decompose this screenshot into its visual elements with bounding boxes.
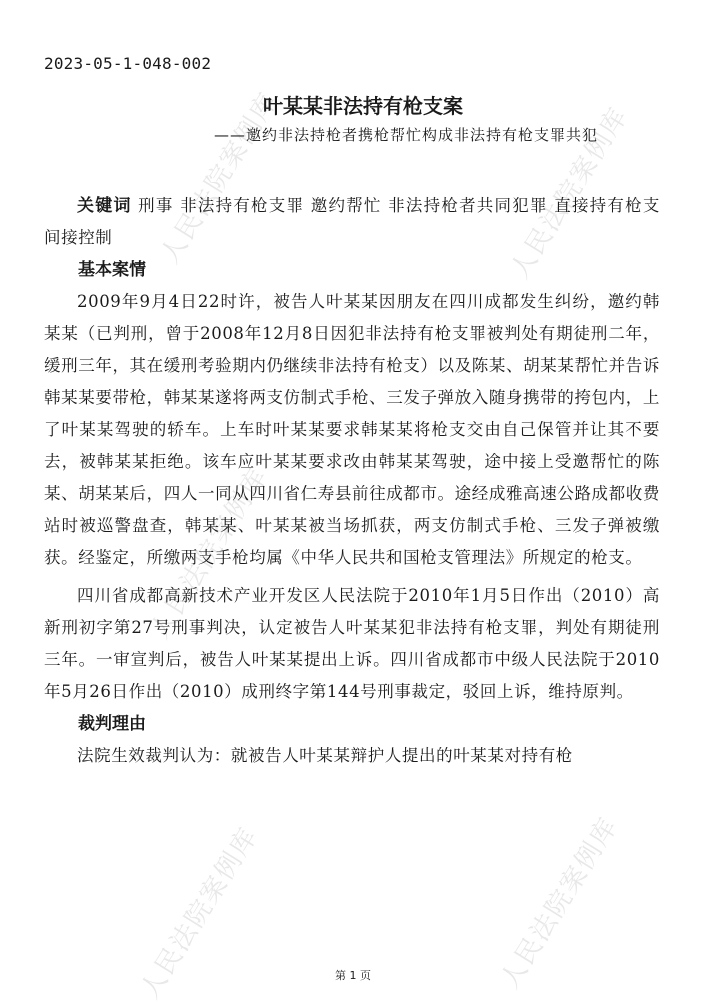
watermark: 人民法院案例库	[135, 821, 265, 1005]
facts-paragraph-1: 2009年9月4日22时许，被告人叶某某因朋友在四川成都发生纠纷，邀约韩某某（已判刑，曾于2008年12月8日因犯非法持有枪支罪被判处有期徒刑二年，缓刑三年，其在缓刑考验期内仍继续非法持有枪支）以及陈某、胡某某帮忙并告诉韩某某要带枪，韩某某遂将两支仿制式手枪、三发子弹放入随身携带的挎包内，上了叶某某驾驶的轿车。上车时叶某某要求韩某某将枪支交由自己保管并让其不要去，被韩某某拒绝。该车应叶某某要求改由韩某某驾驶，途中接上受邀帮忙的陈某、胡某某后，四人一同从四川省仁寿县前往成都市。途经成雅高速公路成都收费站时被巡警盘查，韩某某、叶某某被当场抓获，两支仿制式手枪、三发子弹被缴获。经鉴定，所缴两支手枪均属《中华人民共和国枪支管理法》所规定的枪支。	[44, 292, 660, 567]
page-number: 第 1 页	[335, 969, 371, 982]
page-subtitle: ——邀约非法持枪者携枪帮忙构成非法持有枪支罪共犯	[213, 126, 598, 144]
facts-heading: 基本案情	[78, 260, 146, 280]
keywords-text: 刑事 非法持有枪支罪 邀约帮忙 非法持枪者共同犯罪 直接持有枪支 间接控制	[44, 196, 660, 247]
watermark: 人民法院案例库	[155, 86, 285, 270]
watermark: 人民法院案例库	[495, 811, 625, 995]
keywords-paragraph	[44, 190, 660, 254]
watermark: 人民法院案例库	[505, 101, 635, 285]
reasoning-paragraph-1: 法院生效裁判认为：就被告人叶某某辩护人提出的叶某某对持有枪	[77, 746, 573, 765]
reasoning-heading: 裁判理由	[78, 714, 146, 734]
case-number: 2023-05-1-048-002	[44, 54, 212, 73]
facts-paragraph-2: 四川省成都高新技术产业开发区人民法院于2010年1月5日作出（2010）高新刑初字第27号刑事判决，认定被告人叶某某犯非法持有枪支罪，判处有期徒刑三年。一审宣判后，被告人叶某某提出上诉。四川省成都市中级人民法院于2010年5月26日作出（2010）成刑终字第144号刑事裁定，驳回上诉，维持原判。	[44, 586, 660, 701]
page-title: 叶某某非法持有枪支案	[263, 94, 463, 118]
watermark: 人民法院案例库	[145, 461, 275, 645]
keywords-label: 关键词	[77, 196, 132, 216]
document-body	[44, 190, 660, 772]
